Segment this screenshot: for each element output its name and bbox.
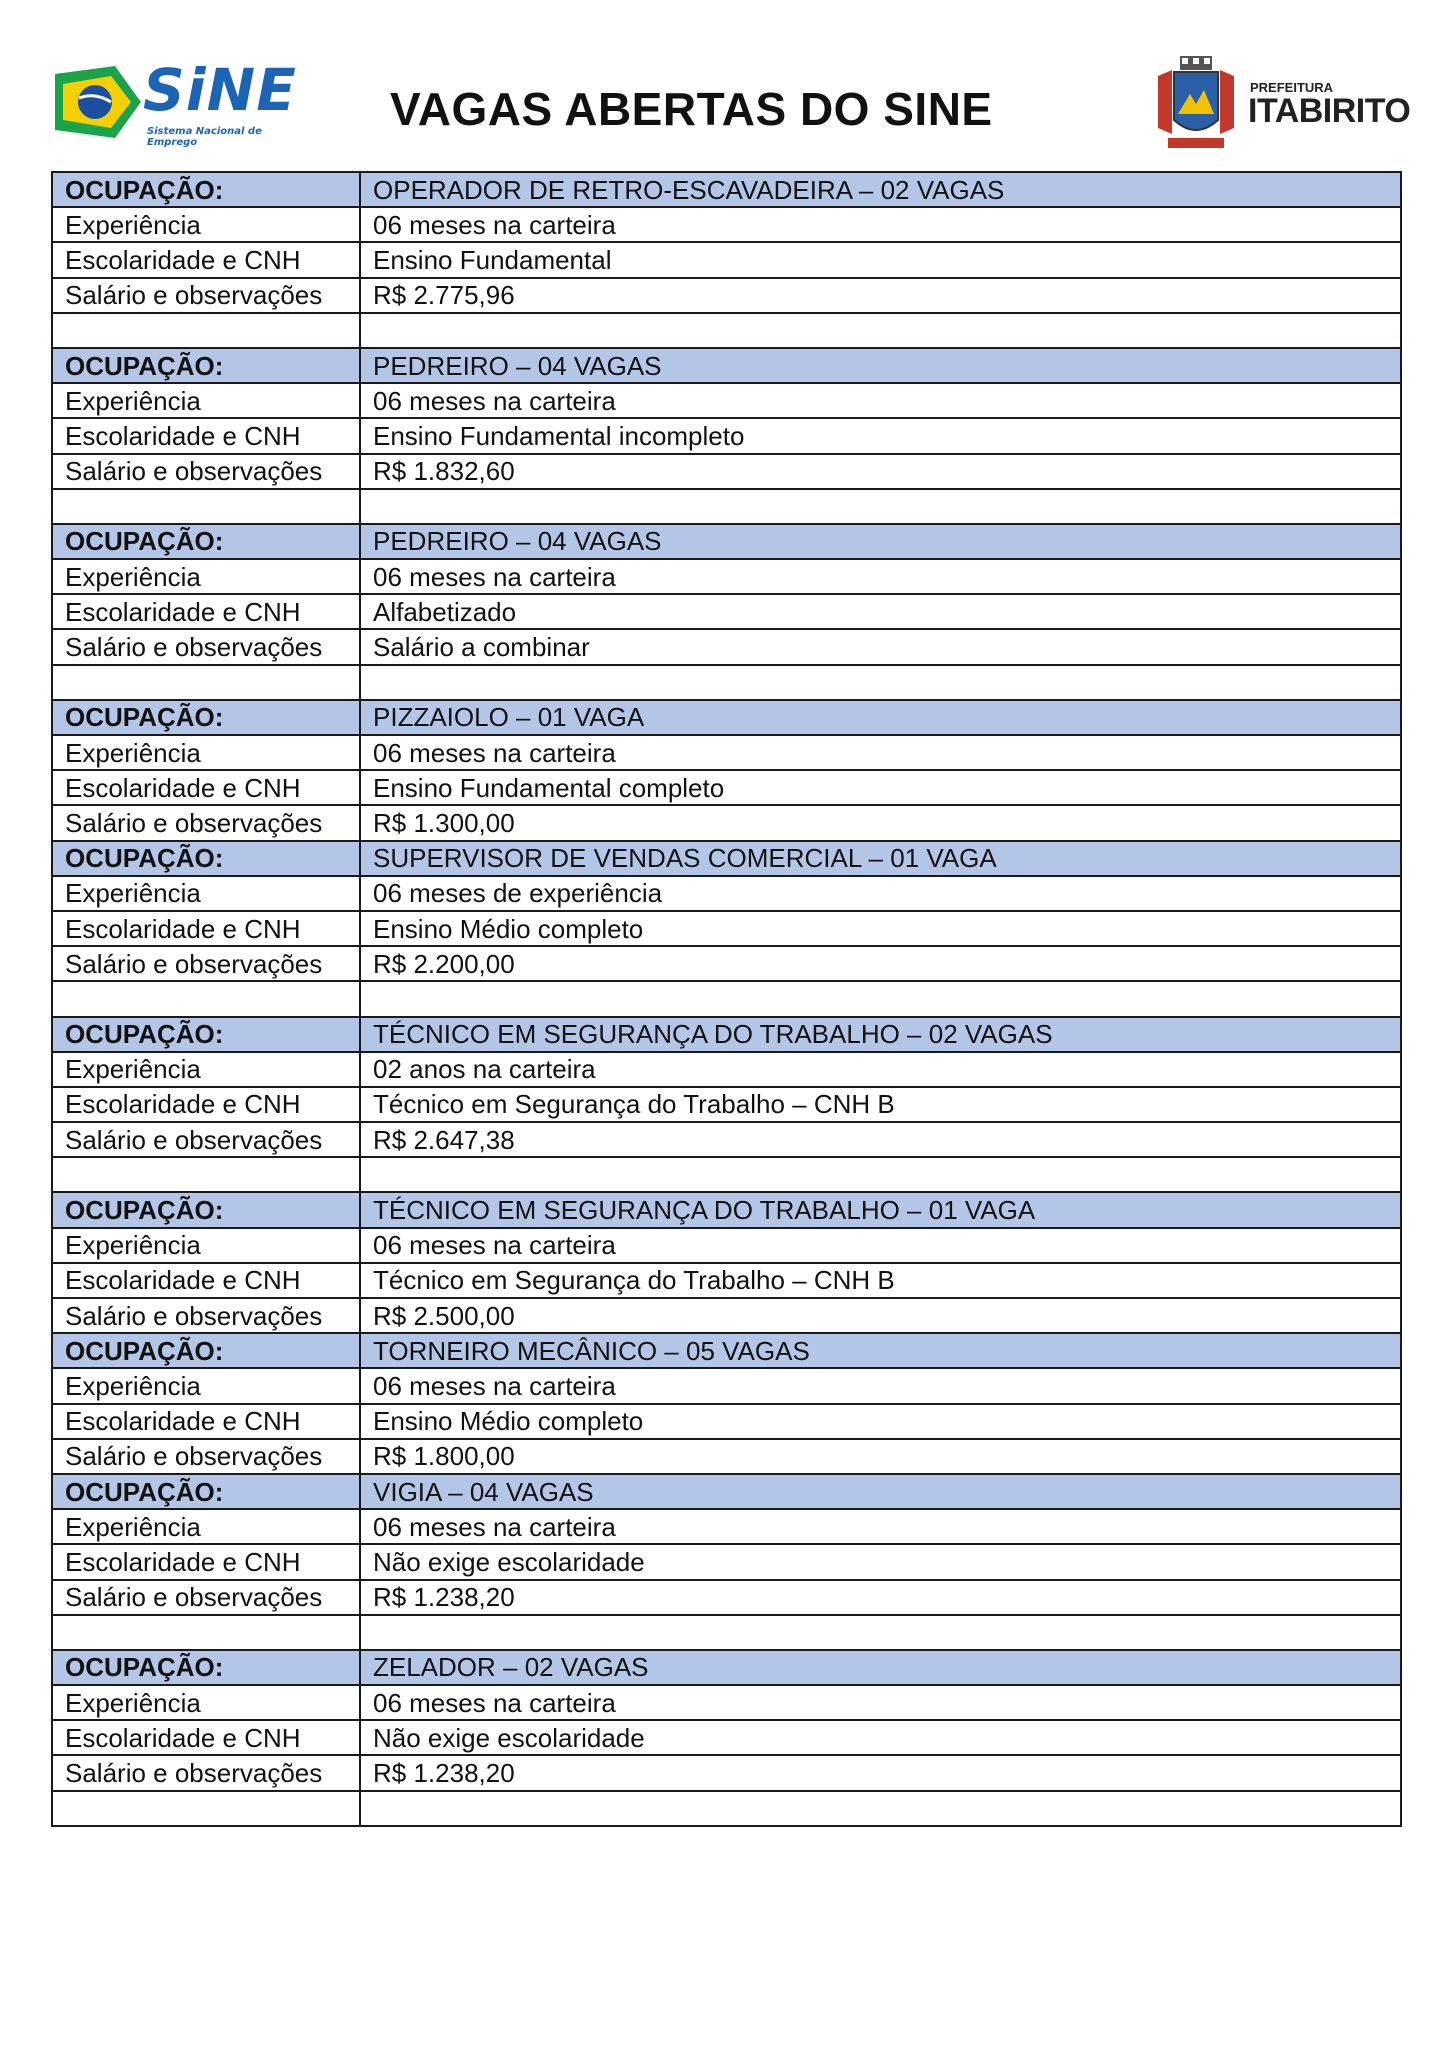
salary-row [52,805,1401,840]
job-openings-body [52,172,1401,1826]
education-row [52,418,1401,453]
salary-label: Salário e observações [52,1298,360,1333]
experience-value: 06 meses na carteira [360,383,1401,418]
experience-label: Experiência [52,1685,360,1720]
salary-value: R$ 1.238,20 [360,1755,1401,1790]
spacer-row [52,489,1401,524]
salary-row [52,946,1401,981]
experience-label: Experiência [52,383,360,418]
prefeitura-label: PREFEITURA [1250,80,1334,95]
salary-label: Salário e observações [52,1755,360,1790]
occupation-label: OCUPAÇÃO: [52,841,360,876]
experience-value: 06 meses de experiência [360,876,1401,911]
occupation-value: OPERADOR DE RETRO-ESCAVADEIRA – 02 VAGAS [360,172,1401,207]
education-row [52,594,1401,629]
prefeitura-logo [1150,54,1411,154]
salary-label: Salário e observações [52,278,360,313]
education-value: Técnico em Segurança do Trabalho – CNH B [360,1087,1401,1122]
education-label: Escolaridade e CNH [52,1544,360,1579]
occupation-label: OCUPAÇÃO: [52,524,360,559]
sine-logo [55,56,305,150]
spacer-row [52,1615,1401,1650]
occupation-row [52,172,1401,207]
experience-row [52,1509,1401,1544]
education-row [52,1263,1401,1298]
occupation-row [52,524,1401,559]
occupation-label: OCUPAÇÃO: [52,1474,360,1509]
education-row [52,1087,1401,1122]
empty-cell [52,981,360,1016]
experience-value: 06 meses na carteira [360,735,1401,770]
education-row [52,242,1401,277]
education-value: Não exige escolaridade [360,1720,1401,1755]
experience-row [52,1368,1401,1403]
empty-cell [360,981,1401,1016]
salary-row [52,278,1401,313]
occupation-value: VIGIA – 04 VAGAS [360,1474,1401,1509]
occupation-row [52,1333,1401,1368]
experience-row [52,876,1401,911]
education-label: Escolaridade e CNH [52,911,360,946]
education-row [52,1544,1401,1579]
education-value: Ensino Fundamental [360,242,1401,277]
salary-value: R$ 2.200,00 [360,946,1401,981]
education-value: Ensino Fundamental incompleto [360,418,1401,453]
salary-value: R$ 1.832,60 [360,454,1401,489]
occupation-row [52,700,1401,735]
empty-cell [360,1615,1401,1650]
salary-value: R$ 1.238,20 [360,1580,1401,1615]
spacer-row [52,1157,1401,1192]
city-name: ITABIRITO [1248,92,1411,130]
experience-label: Experiência [52,559,360,594]
occupation-label: OCUPAÇÃO: [52,172,360,207]
page-title: VAGAS ABERTAS DO SINE [390,83,993,135]
salary-value: R$ 2.775,96 [360,278,1401,313]
education-label: Escolaridade e CNH [52,1263,360,1298]
experience-row [52,207,1401,242]
education-value: Ensino Médio completo [360,911,1401,946]
salary-label: Salário e observações [52,629,360,664]
occupation-row [52,1017,1401,1052]
education-row [52,770,1401,805]
salary-label: Salário e observações [52,805,360,840]
salary-value: R$ 2.500,00 [360,1298,1401,1333]
experience-label: Experiência [52,1228,360,1263]
salary-value: R$ 1.300,00 [360,805,1401,840]
occupation-value: PEDREIRO – 04 VAGAS [360,348,1401,383]
salary-row [52,1298,1401,1333]
occupation-row [52,1650,1401,1685]
experience-row [52,735,1401,770]
occupation-value: PIZZAIOLO – 01 VAGA [360,700,1401,735]
empty-cell [360,665,1401,700]
salary-row [52,1122,1401,1157]
education-row [52,911,1401,946]
occupation-value: TÉCNICO EM SEGURANÇA DO TRABALHO – 01 VAGA [360,1192,1401,1227]
salary-label: Salário e observações [52,946,360,981]
education-label: Escolaridade e CNH [52,770,360,805]
empty-cell [52,665,360,700]
salary-label: Salário e observações [52,1122,360,1157]
education-value: Ensino Médio completo [360,1404,1401,1439]
experience-value: 02 anos na carteira [360,1052,1401,1087]
experience-value: 06 meses na carteira [360,1685,1401,1720]
empty-cell [360,1157,1401,1192]
empty-cell [52,489,360,524]
salary-value: R$ 2.647,38 [360,1122,1401,1157]
salary-row [52,1755,1401,1790]
education-label: Escolaridade e CNH [52,1087,360,1122]
salary-value: R$ 1.800,00 [360,1439,1401,1474]
experience-row [52,1685,1401,1720]
spacer-row [52,665,1401,700]
salary-label: Salário e observações [52,1439,360,1474]
salary-row [52,454,1401,489]
experience-label: Experiência [52,1052,360,1087]
salary-label: Salário e observações [52,1580,360,1615]
occupation-value: TORNEIRO MECÂNICO – 05 VAGAS [360,1333,1401,1368]
occupation-label: OCUPAÇÃO: [52,700,360,735]
occupation-value: TÉCNICO EM SEGURANÇA DO TRABALHO – 02 VAGAS [360,1017,1401,1052]
empty-cell [360,313,1401,348]
education-label: Escolaridade e CNH [52,1720,360,1755]
occupation-label: OCUPAÇÃO: [52,348,360,383]
experience-value: 06 meses na carteira [360,207,1401,242]
document-header [0,0,1448,168]
empty-cell [52,1157,360,1192]
experience-row [52,559,1401,594]
experience-label: Experiência [52,207,360,242]
spacer-row [52,313,1401,348]
experience-label: Experiência [52,735,360,770]
education-label: Escolaridade e CNH [52,242,360,277]
experience-value: 06 meses na carteira [360,1368,1401,1403]
occupation-value: ZELADOR – 02 VAGAS [360,1650,1401,1685]
experience-row [52,1052,1401,1087]
occupation-row [52,1192,1401,1227]
education-label: Escolaridade e CNH [52,1404,360,1439]
education-value: Técnico em Segurança do Trabalho – CNH B [360,1263,1401,1298]
experience-row [52,1228,1401,1263]
empty-cell [52,1615,360,1650]
spacer-row [52,981,1401,1016]
salary-row [52,1439,1401,1474]
salary-value: Salário a combinar [360,629,1401,664]
salary-row [52,1580,1401,1615]
occupation-row [52,1474,1401,1509]
experience-label: Experiência [52,1368,360,1403]
occupation-value: PEDREIRO – 04 VAGAS [360,524,1401,559]
experience-row [52,383,1401,418]
brazil-flag-icon [55,64,141,140]
occupation-label: OCUPAÇÃO: [52,1017,360,1052]
education-label: Escolaridade e CNH [52,594,360,629]
experience-value: 06 meses na carteira [360,559,1401,594]
city-crest-icon [1150,54,1242,152]
salary-row [52,629,1401,664]
education-value: Alfabetizado [360,594,1401,629]
education-row [52,1720,1401,1755]
spacer-row [52,1791,1401,1826]
experience-label: Experiência [52,1509,360,1544]
job-openings-table [51,171,1402,1827]
education-label: Escolaridade e CNH [52,418,360,453]
empty-cell [360,1791,1401,1826]
education-row [52,1404,1401,1439]
occupation-label: OCUPAÇÃO: [52,1192,360,1227]
empty-cell [360,489,1401,524]
occupation-value: SUPERVISOR DE VENDAS COMERCIAL – 01 VAGA [360,841,1401,876]
education-value: Ensino Fundamental completo [360,770,1401,805]
sine-logo-word: SiNE [143,56,297,124]
experience-label: Experiência [52,876,360,911]
occupation-label: OCUPAÇÃO: [52,1333,360,1368]
occupation-row [52,348,1401,383]
empty-cell [52,313,360,348]
experience-value: 06 meses na carteira [360,1228,1401,1263]
occupation-label: OCUPAÇÃO: [52,1650,360,1685]
experience-value: 06 meses na carteira [360,1509,1401,1544]
salary-label: Salário e observações [52,454,360,489]
sine-logo-subtitle: Sistema Nacional de Emprego [147,126,262,148]
empty-cell [52,1791,360,1826]
occupation-row [52,841,1401,876]
education-value: Não exige escolaridade [360,1544,1401,1579]
